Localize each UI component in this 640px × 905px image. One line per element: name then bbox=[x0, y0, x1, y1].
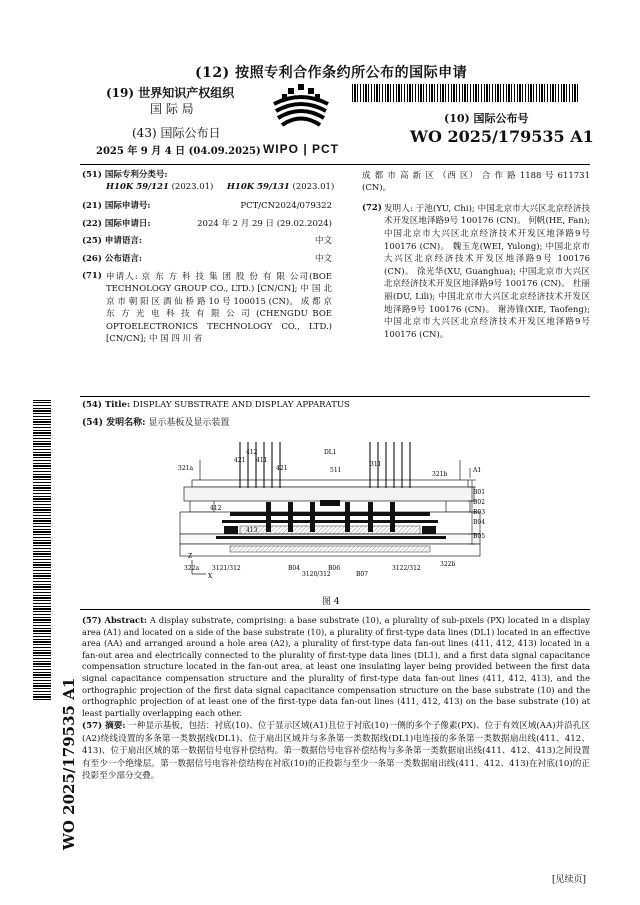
label-dl1: DL1 bbox=[324, 449, 337, 456]
field-72-label: (72) bbox=[362, 202, 382, 213]
label-b01: B01 bbox=[473, 489, 486, 496]
field-26 bbox=[82, 254, 332, 266]
label-b04-right: B04 bbox=[473, 519, 486, 526]
field-22-label: (22) 国际申请日: bbox=[82, 218, 151, 229]
label-321b: 321b bbox=[432, 471, 448, 478]
filing-language: 中文 bbox=[314, 236, 332, 246]
label-321a: 321a bbox=[178, 465, 194, 472]
title-zh-line bbox=[82, 418, 229, 430]
label-b03: B03 bbox=[473, 509, 486, 516]
title-en-line bbox=[82, 400, 350, 412]
bibliographic-left bbox=[82, 170, 335, 345]
application-number: PCT/CN2024/079322 bbox=[240, 201, 332, 211]
label-421: 421 bbox=[276, 465, 288, 472]
figure-caption: 图 4 bbox=[322, 597, 340, 607]
axis-x-label: X bbox=[208, 573, 213, 580]
abstract-divider bbox=[80, 609, 590, 610]
abstract-zh bbox=[82, 720, 590, 783]
top-barcode bbox=[352, 84, 580, 102]
inventors: 发明人: 于池(YU, Chi); 中国北京市大兴区北京经济技术开发区地泽路9号 100176 (CN)。 何帆(HE, Fan); 中国北京市大兴区北京经济技术开发区地泽路9号 100176 (CN)。 魏玉龙(WEI, Yulong); 中国北京市大兴区北京经济技术开发区地泽路9号 100176 (CN)。 徐光华(XU, Guanghua); 中国北京市大兴区北京经济技术开发区地泽路9号 100176 (CN)。 杜丽丽(DU, Lili); 中国北京市大兴区北京经济技术开发区地泽路9号 100176 (CN)。 谢涛锋(XIE, Taofeng); 中国北京市大兴区北京经济技术开发区地泽路9号 100176 (CN)。 bbox=[384, 203, 590, 340]
publication-date-label: (43) 国际公布日 bbox=[132, 126, 221, 140]
field-25-label: (25) 申请语言: bbox=[82, 236, 142, 246]
title-zh: 显示基板及显示装置 bbox=[148, 418, 230, 428]
abstract-zh-label: (57) 摘要: bbox=[82, 721, 126, 731]
title-zh-label: (54) 发明名称: bbox=[82, 418, 146, 428]
label-3120: 3120/312 bbox=[302, 571, 331, 578]
label-a1: A1 bbox=[473, 467, 482, 474]
label-411: 411 bbox=[256, 457, 268, 464]
label-412-top: 412 bbox=[246, 449, 258, 456]
wipo-logo bbox=[256, 82, 346, 154]
field-51-label: (51) 国际专利分类号: bbox=[82, 170, 168, 180]
field-26-label: (26) 公布语言: bbox=[82, 253, 142, 264]
publication-number: WO 2025/179535 A1 bbox=[410, 127, 594, 146]
axis-z-label: Z bbox=[188, 553, 193, 560]
abstract-en bbox=[82, 615, 590, 719]
label-b04: B04 bbox=[288, 565, 301, 572]
label-3122: 3122/312 bbox=[392, 565, 421, 572]
field-21 bbox=[82, 201, 332, 213]
applicant-address-continued: 成 都 市 高 新 区 （西 区） 合 作 路 1188 号 611731 (CN)。 bbox=[362, 171, 590, 194]
label-b02: B02 bbox=[473, 499, 486, 506]
side-publication-number: WO 2025/179535 A1 bbox=[60, 677, 78, 850]
filing-date: 2024 年 2 月 29 日 (29.02.2024) bbox=[197, 218, 332, 229]
bureau-name: 国 际 局 bbox=[150, 102, 194, 116]
bibliographic-right bbox=[362, 170, 590, 341]
wipo-emblem-icon bbox=[256, 82, 346, 134]
figure-4 bbox=[170, 442, 500, 592]
label-322a: 322a bbox=[184, 565, 200, 572]
field-71 bbox=[82, 271, 332, 345]
wipo-logo-text: WIPO | PCT bbox=[262, 142, 340, 156]
cross-section-diagram bbox=[170, 442, 500, 592]
field-71-label: (71) bbox=[82, 271, 102, 281]
abstract-zh-text: 一种显示基板，包括：衬底(10)、位于显示区域(A1)且位于衬底(10)一侧的多个子像素(PX)、位于有效区域(AA)并沿孔区(A2)绕线设置的多条第一类数据线(DL1)、位于扇出区域并与多条第一类数据线(DL1)电连接的多条第一类数据扇出线(411、412、413)、位于扇出区域的第一数据信号电容补偿结构。第一数据信号电容补偿结构与多条第一类数据扇出线(411、412、413)之间设置有至少一个绝缘层。第一数据信号电容补偿结构在衬底(10)的正投影与至少一条第一类数据扇出线(411、412、413)在衬底(10)的正投影至少部分交叠。 bbox=[82, 721, 590, 782]
field-21-label: (21) 国际申请号: bbox=[82, 201, 151, 211]
organization-name: (19) 世界知识产权组织 bbox=[106, 86, 235, 100]
label-511: 511 bbox=[330, 467, 342, 474]
label-b05: B05 bbox=[473, 533, 486, 540]
abstract-en-text: A display substrate, comprising: a base substrate (10), a plurality of sub-pixels (PX) located in a display area (A1) and located on a side of the base substrate (10), a plurality of first-type data lines (DL1) located in an effective area (AA) and arranged around a hole area (A2), a plurality of first-type data fan-out lines (411, 412, 413) located in a fan-out area and electrically connected to the plurality of first-type data lines (DL1), and a first data signal capacitance compensation structure located in the fan-out area, at least one insulating layer being provided between the first data signal capacitance compensation structure and the plurality of first-type data fan-out lines (411, 412, 413), and the orthographic projection of the first data signal capacitance compensation structure on the base substrate (10) and the orthographic projection of at least one of the first-type data fan-out lines (411, 412, 413) on the base substrate (10) at least partially overlapping each other. bbox=[82, 615, 590, 718]
label-b07: B07 bbox=[356, 571, 369, 578]
field-22 bbox=[82, 219, 332, 231]
label-413: 413 bbox=[246, 527, 258, 534]
bibliographic-divider bbox=[80, 396, 590, 397]
label-322b: 322b bbox=[440, 561, 456, 568]
abstract-en-label: (57) Abstract: bbox=[82, 615, 147, 625]
field-72 bbox=[362, 203, 590, 342]
document-type: (12) 按照专利合作条约所公布的国际申请 bbox=[195, 65, 468, 81]
label-311: 311 bbox=[370, 461, 382, 468]
side-barcode bbox=[33, 400, 51, 700]
header-divider bbox=[80, 164, 590, 165]
ipc-year-1: (2023.01) bbox=[171, 181, 214, 192]
title-en: DISPLAY SUBSTRATE AND DISPLAY APPARATUS bbox=[132, 400, 350, 410]
ipc-code-1: H10K 59/121 bbox=[106, 181, 169, 192]
publication-language: 中文 bbox=[314, 253, 332, 264]
label-b06: B06 bbox=[328, 565, 341, 572]
applicants: 申请人: 京 东 方 科 技 集 团 股 份 有 限 公司(BOE TECHNOLOGY GROUP CO., LTD.) [CN/CN]; 中 国 北 京 市 朝 阳 区 酒 仙 桥 路 10 号 100015 (CN)。 成 都 京 东 方 光 电 科 技 有 限 公 司 (CHENGDU BOE OPTOELECTRONICS TECHNOLOGY CO., LTD.) [CN/CN]; 中 国 四 川 省 bbox=[106, 272, 332, 345]
label-412: 412 bbox=[210, 505, 222, 512]
field-51-values bbox=[82, 181, 335, 194]
continued-note: [见续页] bbox=[552, 875, 587, 885]
label-421b: 421 bbox=[234, 457, 246, 464]
label-3121: 3121/312 bbox=[212, 565, 241, 572]
publication-number-label: (10) 国际公布号 bbox=[444, 112, 529, 125]
publication-date: 2025 年 9 月 4 日 (04.09.2025) bbox=[96, 146, 261, 157]
title-en-label: (54) Title: bbox=[82, 400, 131, 410]
ipc-code-2: H10K 59/131 bbox=[226, 181, 290, 192]
ipc-year-2: (2023.01) bbox=[292, 181, 335, 192]
field-25 bbox=[82, 236, 332, 248]
